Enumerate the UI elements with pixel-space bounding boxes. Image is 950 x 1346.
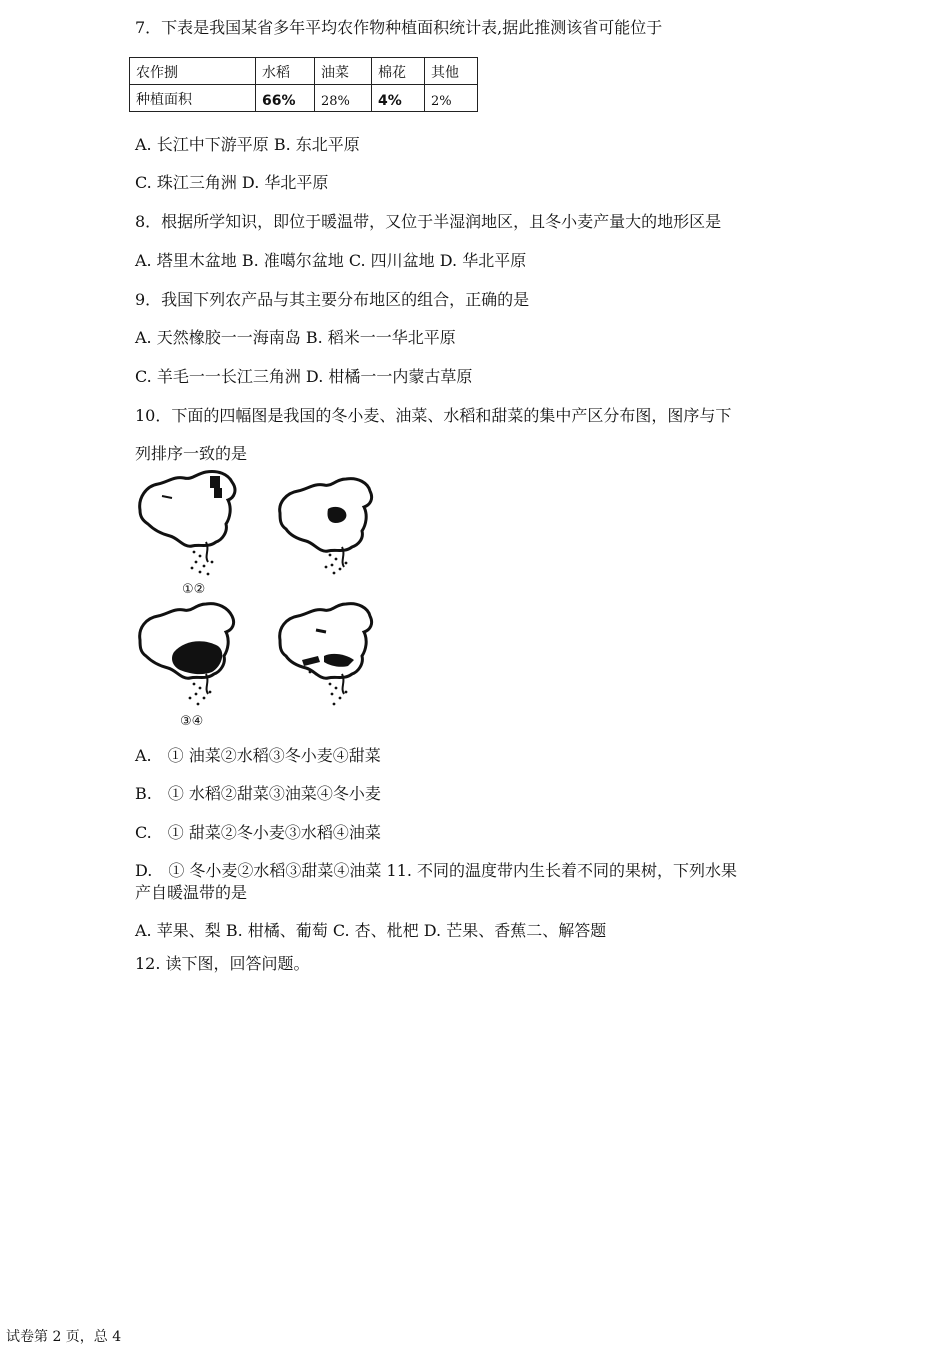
china-map-2: [272, 475, 382, 580]
table-cell: 种植面积: [130, 85, 256, 112]
page-footer: 试卷第 2 页，总 4: [6, 1329, 122, 1345]
table-cell: 4%: [372, 85, 425, 112]
table-header-cell: 棉花: [372, 58, 425, 85]
q8-options: A. 塔里木盆地 B. 准噶尔盆地 C. 四川盆地 D. 华北平原: [135, 251, 527, 270]
china-map-3: [134, 600, 244, 710]
q10-stem-line2: 列排序一致的是: [135, 444, 248, 463]
table-header-row: [130, 58, 478, 85]
q11-options: A. 苹果、梨 B. 柑橘、葡萄 C. 杏、枇杷 D. 芒果、香蕉二、解答题: [135, 921, 607, 940]
table-cell: 2%: [425, 85, 478, 112]
q10-option-b: B. ① 水稻②甜菜③油菜④冬小麦: [135, 784, 381, 803]
table-header-cell: 农作捌: [130, 58, 256, 85]
china-map-1: [134, 468, 244, 580]
q12-stem: 12. 读下图，回答问题。: [135, 954, 310, 973]
q7-options-line2: C. 珠江三角洲 D. 华北平原: [135, 173, 329, 192]
table-cell: 28%: [315, 85, 372, 112]
q9-options-line1: A. 天然橡胶一一海南岛 B. 稻米一一华北平原: [135, 328, 456, 347]
table-header-cell: 其他: [425, 58, 478, 85]
map-caption-top: ①②: [182, 582, 206, 597]
china-map-4: [272, 600, 382, 710]
q9-options-line2: C. 羊毛一一长江三角洲 D. 柑橘一一内蒙古草原: [135, 367, 473, 386]
q10-option-a: A. ① 油菜②水稻③冬小麦④甜菜: [135, 746, 381, 765]
table-cell: 66%: [256, 85, 315, 112]
q7-stem: 7．下表是我国某省多年平均农作物种植面积统计表,据此推测该省可能位于: [135, 18, 663, 37]
q7-options-line1: A. 长江中下游平原 B. 东北平原: [135, 135, 360, 154]
q11-stem-continued: 产自暖温带的是: [135, 883, 248, 902]
crop-area-table: [129, 57, 478, 112]
q10-stem-line1: 10．下面的四幅图是我国的冬小麦、油菜、水稻和甜菜的集中产区分布图，图序与下: [135, 406, 732, 425]
q10-option-c: C. ① 甜菜②冬小麦③水稻④油菜: [135, 823, 381, 842]
table-header-cell: 水稻: [256, 58, 315, 85]
q8-stem: 8．根据所学知识，即位于暖温带，又位于半湿润地区，且冬小麦产量大的地形区是: [135, 212, 722, 231]
q10-option-d: D. ① 冬小麦②水稻③甜菜④油菜 11. 不同的温度带内生长着不同的果树，下列水果: [135, 861, 738, 880]
table-row: [130, 85, 478, 112]
map-caption-bottom: ③④: [180, 714, 204, 729]
q9-stem: 9．我国下列农产品与其主要分布地区的组合，正确的是: [135, 290, 530, 309]
table-header-cell: 油菜: [315, 58, 372, 85]
